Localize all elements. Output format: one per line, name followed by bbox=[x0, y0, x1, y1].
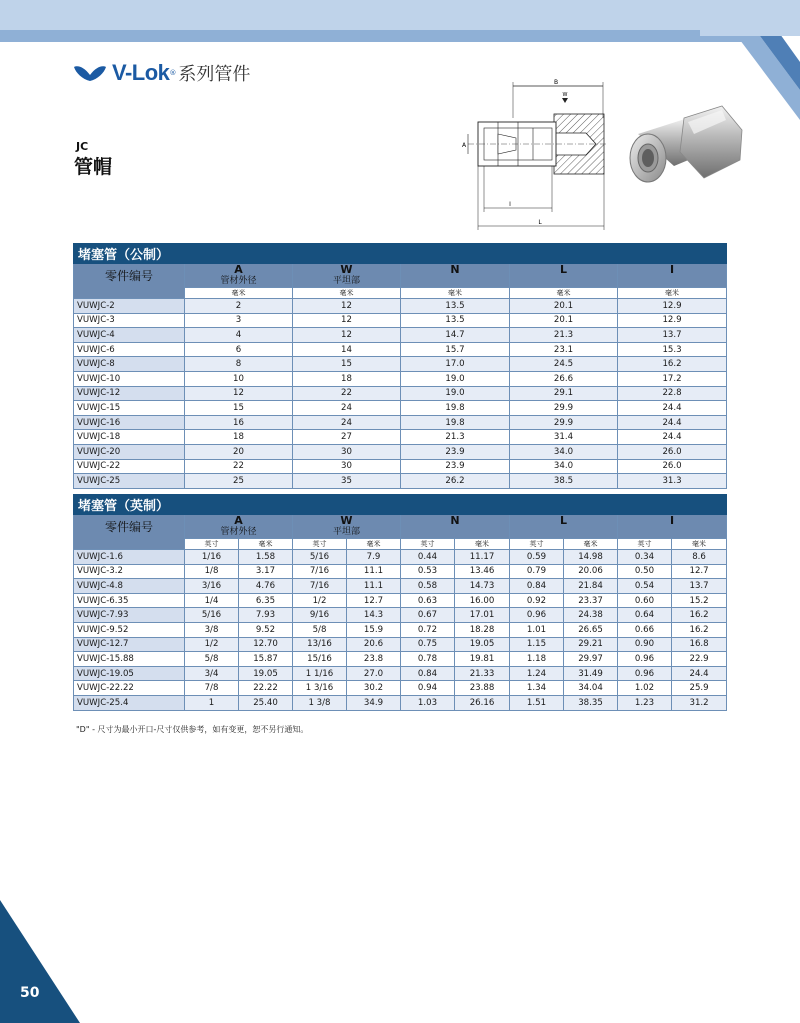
table-row bbox=[74, 681, 727, 696]
value-cell: 19.0 bbox=[401, 386, 510, 401]
value-cell: 35 bbox=[293, 474, 401, 489]
value-cell: 12.7 bbox=[347, 593, 401, 608]
value-cell: 22 bbox=[185, 459, 293, 474]
value-cell: 19.8 bbox=[401, 401, 510, 416]
value-cell: 0.84 bbox=[401, 666, 455, 681]
value-cell: 4 bbox=[185, 328, 293, 343]
value-cell: 15.7 bbox=[401, 342, 510, 357]
part-number-cell: VUWJC-4 bbox=[74, 328, 185, 343]
part-number-cell: VUWJC-15.88 bbox=[74, 652, 185, 667]
value-cell: 20.6 bbox=[347, 637, 401, 652]
value-cell: 24 bbox=[293, 401, 401, 416]
value-cell: 22.9 bbox=[672, 652, 727, 667]
value-cell: 0.44 bbox=[401, 550, 455, 565]
value-cell: 9/16 bbox=[293, 608, 347, 623]
value-cell: 11.1 bbox=[347, 564, 401, 579]
value-cell: 25 bbox=[185, 474, 293, 489]
value-cell: 7.9 bbox=[347, 550, 401, 565]
part-number-cell: VUWJC-25 bbox=[74, 474, 185, 489]
value-cell: 2 bbox=[185, 299, 293, 314]
table-row bbox=[74, 637, 727, 652]
value-cell: 27 bbox=[293, 430, 401, 445]
value-cell: 1.24 bbox=[510, 666, 564, 681]
value-cell: 8.6 bbox=[672, 550, 727, 565]
part-number-cell: VUWJC-2 bbox=[74, 299, 185, 314]
value-cell: 0.67 bbox=[401, 608, 455, 623]
value-cell: 0.94 bbox=[401, 681, 455, 696]
unit-mm: 毫米 bbox=[672, 539, 727, 550]
value-cell: 1.34 bbox=[510, 681, 564, 696]
value-cell: 15.2 bbox=[672, 593, 727, 608]
value-cell: 7/16 bbox=[293, 579, 347, 594]
unit-inch: 英寸 bbox=[293, 539, 347, 550]
value-cell: 34.0 bbox=[510, 459, 618, 474]
part-number-cell: VUWJC-18 bbox=[74, 430, 185, 445]
imperial-table-title: 堵塞管（英制） bbox=[74, 495, 727, 515]
value-cell: 0.75 bbox=[401, 637, 455, 652]
value-cell: 3/16 bbox=[185, 579, 239, 594]
value-cell: 13.46 bbox=[455, 564, 510, 579]
part-number-cell: VUWJC-15 bbox=[74, 401, 185, 416]
value-cell: 26.65 bbox=[564, 622, 618, 637]
table-row bbox=[74, 579, 727, 594]
footnote: "D" - 尺寸为最小开口-尺寸仅供参考，如有变更，恕不另行通知。 bbox=[76, 725, 309, 734]
value-cell: 3.17 bbox=[239, 564, 293, 579]
part-number-cell: VUWJC-20 bbox=[74, 444, 185, 459]
value-cell: 15/16 bbox=[293, 652, 347, 667]
value-cell: 31.2 bbox=[672, 695, 727, 710]
value-cell: 23.8 bbox=[347, 652, 401, 667]
value-cell: 0.34 bbox=[618, 550, 672, 565]
value-cell: 1 1/16 bbox=[293, 666, 347, 681]
value-cell: 1/16 bbox=[185, 550, 239, 565]
value-cell: 1.58 bbox=[239, 550, 293, 565]
column-header-w: W 平坦部 bbox=[293, 515, 401, 539]
value-cell: 0.50 bbox=[618, 564, 672, 579]
unit-mm: 毫米 bbox=[618, 288, 727, 299]
value-cell: 23.88 bbox=[455, 681, 510, 696]
table-row bbox=[74, 550, 727, 565]
value-cell: 6 bbox=[185, 342, 293, 357]
value-cell: 24.4 bbox=[618, 415, 727, 430]
value-cell: 1.03 bbox=[401, 695, 455, 710]
value-cell: 0.54 bbox=[618, 579, 672, 594]
part-number-cell: VUWJC-6.35 bbox=[74, 593, 185, 608]
value-cell: 18 bbox=[293, 371, 401, 386]
value-cell: 0.96 bbox=[618, 666, 672, 681]
value-cell: 0.64 bbox=[618, 608, 672, 623]
value-cell: 18 bbox=[185, 430, 293, 445]
value-cell: 1 3/8 bbox=[293, 695, 347, 710]
value-cell: 9.52 bbox=[239, 622, 293, 637]
table-row bbox=[74, 313, 727, 328]
value-cell: 11.17 bbox=[455, 550, 510, 565]
value-cell: 23.37 bbox=[564, 593, 618, 608]
value-cell: 29.1 bbox=[510, 386, 618, 401]
value-cell: 29.9 bbox=[510, 415, 618, 430]
value-cell: 5/16 bbox=[185, 608, 239, 623]
part-number-cell: VUWJC-22 bbox=[74, 459, 185, 474]
value-cell: 16.2 bbox=[672, 622, 727, 637]
value-cell: 31.49 bbox=[564, 666, 618, 681]
value-cell: 13.5 bbox=[401, 313, 510, 328]
table-row bbox=[74, 371, 727, 386]
dim-label-a: A bbox=[461, 142, 467, 149]
value-cell: 30 bbox=[293, 444, 401, 459]
value-cell: 17.0 bbox=[401, 357, 510, 372]
value-cell: 0.66 bbox=[618, 622, 672, 637]
value-cell: 16.2 bbox=[672, 608, 727, 623]
brand-logo bbox=[72, 60, 250, 86]
value-cell: 15 bbox=[293, 357, 401, 372]
part-number-cell: VUWJC-3 bbox=[74, 313, 185, 328]
value-cell: 1 bbox=[185, 695, 239, 710]
value-cell: 0.60 bbox=[618, 593, 672, 608]
value-cell: 26.0 bbox=[618, 459, 727, 474]
value-cell: 20.1 bbox=[510, 299, 618, 314]
value-cell: 20.06 bbox=[564, 564, 618, 579]
value-cell: 34.9 bbox=[347, 695, 401, 710]
imperial-dimensions-table bbox=[73, 494, 727, 711]
value-cell: 13/16 bbox=[293, 637, 347, 652]
column-header-a: A 管材外径 bbox=[185, 264, 293, 288]
part-number-cell: VUWJC-4.8 bbox=[74, 579, 185, 594]
value-cell: 16 bbox=[185, 415, 293, 430]
value-cell: 24.5 bbox=[510, 357, 618, 372]
dim-label-w: W bbox=[562, 92, 568, 98]
unit-mm: 毫米 bbox=[293, 288, 401, 299]
value-cell: 30.2 bbox=[347, 681, 401, 696]
column-header-w: W 平坦部 bbox=[293, 264, 401, 288]
value-cell: 14.98 bbox=[564, 550, 618, 565]
unit-mm: 毫米 bbox=[510, 288, 618, 299]
value-cell: 27.0 bbox=[347, 666, 401, 681]
value-cell: 31.4 bbox=[510, 430, 618, 445]
metric-table-title: 堵塞管（公制） bbox=[74, 244, 727, 264]
bottom-corner-decoration bbox=[0, 900, 80, 1023]
value-cell: 10 bbox=[185, 371, 293, 386]
table-row bbox=[74, 357, 727, 372]
table-row bbox=[74, 652, 727, 667]
table-row bbox=[74, 666, 727, 681]
part-number-cell: VUWJC-12 bbox=[74, 386, 185, 401]
table-row bbox=[74, 564, 727, 579]
value-cell: 14.73 bbox=[455, 579, 510, 594]
table-row bbox=[74, 593, 727, 608]
value-cell: 12 bbox=[293, 328, 401, 343]
value-cell: 26.6 bbox=[510, 371, 618, 386]
table-row bbox=[74, 415, 727, 430]
value-cell: 0.78 bbox=[401, 652, 455, 667]
value-cell: 24.4 bbox=[618, 430, 727, 445]
value-cell: 1/8 bbox=[185, 564, 239, 579]
value-cell: 19.05 bbox=[239, 666, 293, 681]
unit-mm: 毫米 bbox=[239, 539, 293, 550]
part-number-header: 零件编号 bbox=[74, 264, 185, 299]
cap-technical-drawing bbox=[458, 78, 618, 236]
value-cell: 18.28 bbox=[455, 622, 510, 637]
column-header-i: I bbox=[618, 515, 727, 539]
value-cell: 20.1 bbox=[510, 313, 618, 328]
value-cell: 1/2 bbox=[185, 637, 239, 652]
part-number-cell: VUWJC-19.05 bbox=[74, 666, 185, 681]
value-cell: 0.53 bbox=[401, 564, 455, 579]
part-number-cell: VUWJC-16 bbox=[74, 415, 185, 430]
value-cell: 0.58 bbox=[401, 579, 455, 594]
value-cell: 19.8 bbox=[401, 415, 510, 430]
cap-product-photo bbox=[618, 100, 746, 202]
part-number-cell: VUWJC-22.22 bbox=[74, 681, 185, 696]
page-number: 50 bbox=[20, 985, 40, 1001]
value-cell: 0.90 bbox=[618, 637, 672, 652]
value-cell: 12.9 bbox=[618, 313, 727, 328]
unit-inch: 英寸 bbox=[185, 539, 239, 550]
product-code: JC bbox=[76, 140, 89, 153]
value-cell: 34.0 bbox=[510, 444, 618, 459]
value-cell: 13.5 bbox=[401, 299, 510, 314]
part-number-header: 零件编号 bbox=[74, 515, 185, 550]
value-cell: 22.8 bbox=[618, 386, 727, 401]
value-cell: 34.04 bbox=[564, 681, 618, 696]
value-cell: 0.96 bbox=[510, 608, 564, 623]
table-row bbox=[74, 430, 727, 445]
value-cell: 19.05 bbox=[455, 637, 510, 652]
value-cell: 3 bbox=[185, 313, 293, 328]
value-cell: 0.59 bbox=[510, 550, 564, 565]
wings-logo-icon bbox=[72, 63, 108, 83]
value-cell: 17.2 bbox=[618, 371, 727, 386]
value-cell: 3/8 bbox=[185, 622, 239, 637]
value-cell: 31.3 bbox=[618, 474, 727, 489]
unit-inch: 英寸 bbox=[618, 539, 672, 550]
brand-name: V-Lok bbox=[112, 60, 170, 85]
value-cell: 20 bbox=[185, 444, 293, 459]
value-cell: 24.4 bbox=[672, 666, 727, 681]
value-cell: 1/2 bbox=[293, 593, 347, 608]
value-cell: 26.2 bbox=[401, 474, 510, 489]
value-cell: 17.01 bbox=[455, 608, 510, 623]
value-cell: 0.92 bbox=[510, 593, 564, 608]
value-cell: 12 bbox=[293, 299, 401, 314]
value-cell: 26.0 bbox=[618, 444, 727, 459]
value-cell: 5/8 bbox=[293, 622, 347, 637]
value-cell: 14.3 bbox=[347, 608, 401, 623]
table-row bbox=[74, 386, 727, 401]
unit-inch: 英寸 bbox=[401, 539, 455, 550]
column-header-l: L bbox=[510, 515, 618, 539]
value-cell: 12 bbox=[293, 313, 401, 328]
part-number-cell: VUWJC-6 bbox=[74, 342, 185, 357]
value-cell: 23.9 bbox=[401, 444, 510, 459]
value-cell: 5/8 bbox=[185, 652, 239, 667]
part-number-cell: VUWJC-1.6 bbox=[74, 550, 185, 565]
dim-label-i: I bbox=[509, 201, 511, 208]
part-number-cell: VUWJC-7.93 bbox=[74, 608, 185, 623]
table-row bbox=[74, 608, 727, 623]
column-header-n: N bbox=[401, 515, 510, 539]
value-cell: 7/8 bbox=[185, 681, 239, 696]
value-cell: 25.40 bbox=[239, 695, 293, 710]
value-cell: 13.7 bbox=[672, 579, 727, 594]
table-row bbox=[74, 622, 727, 637]
value-cell: 12.70 bbox=[239, 637, 293, 652]
value-cell: 15.9 bbox=[347, 622, 401, 637]
part-number-cell: VUWJC-10 bbox=[74, 371, 185, 386]
unit-mm: 毫米 bbox=[185, 288, 293, 299]
value-cell: 1.23 bbox=[618, 695, 672, 710]
column-header-l: L bbox=[510, 264, 618, 288]
value-cell: 26.16 bbox=[455, 695, 510, 710]
part-number-cell: VUWJC-25.4 bbox=[74, 695, 185, 710]
column-header-i: I bbox=[618, 264, 727, 288]
value-cell: 24 bbox=[293, 415, 401, 430]
part-number-cell: VUWJC-9.52 bbox=[74, 622, 185, 637]
value-cell: 15.3 bbox=[618, 342, 727, 357]
product-name: 管帽 bbox=[74, 156, 113, 178]
value-cell: 1/4 bbox=[185, 593, 239, 608]
value-cell: 29.21 bbox=[564, 637, 618, 652]
unit-mm: 毫米 bbox=[455, 539, 510, 550]
value-cell: 19.81 bbox=[455, 652, 510, 667]
value-cell: 0.84 bbox=[510, 579, 564, 594]
value-cell: 14.7 bbox=[401, 328, 510, 343]
table-row bbox=[74, 299, 727, 314]
table-row bbox=[74, 459, 727, 474]
value-cell: 24.4 bbox=[618, 401, 727, 416]
table-row bbox=[74, 444, 727, 459]
top-decorative-stripe bbox=[0, 30, 760, 42]
brand-trademark: ® bbox=[169, 69, 177, 77]
value-cell: 0.72 bbox=[401, 622, 455, 637]
table-row bbox=[74, 401, 727, 416]
value-cell: 7/16 bbox=[293, 564, 347, 579]
value-cell: 1 3/16 bbox=[293, 681, 347, 696]
value-cell: 22 bbox=[293, 386, 401, 401]
value-cell: 14 bbox=[293, 342, 401, 357]
part-number-cell: VUWJC-3.2 bbox=[74, 564, 185, 579]
part-number-cell: VUWJC-12.7 bbox=[74, 637, 185, 652]
value-cell: 38.5 bbox=[510, 474, 618, 489]
table-row bbox=[74, 342, 727, 357]
table-row bbox=[74, 474, 727, 489]
value-cell: 1.18 bbox=[510, 652, 564, 667]
value-cell: 13.7 bbox=[618, 328, 727, 343]
value-cell: 8 bbox=[185, 357, 293, 372]
value-cell: 7.93 bbox=[239, 608, 293, 623]
unit-mm: 毫米 bbox=[401, 288, 510, 299]
value-cell: 21.84 bbox=[564, 579, 618, 594]
value-cell: 21.3 bbox=[510, 328, 618, 343]
dim-label-l: L bbox=[538, 219, 542, 226]
value-cell: 1.01 bbox=[510, 622, 564, 637]
value-cell: 16.00 bbox=[455, 593, 510, 608]
dim-label-b: B bbox=[553, 79, 559, 86]
value-cell: 0.63 bbox=[401, 593, 455, 608]
value-cell: 38.35 bbox=[564, 695, 618, 710]
value-cell: 22.22 bbox=[239, 681, 293, 696]
value-cell: 12.7 bbox=[672, 564, 727, 579]
value-cell: 1.02 bbox=[618, 681, 672, 696]
value-cell: 0.96 bbox=[618, 652, 672, 667]
value-cell: 21.33 bbox=[455, 666, 510, 681]
value-cell: 15 bbox=[185, 401, 293, 416]
unit-mm: 毫米 bbox=[347, 539, 401, 550]
value-cell: 19.0 bbox=[401, 371, 510, 386]
value-cell: 1.51 bbox=[510, 695, 564, 710]
unit-mm: 毫米 bbox=[564, 539, 618, 550]
column-header-n: N bbox=[401, 264, 510, 288]
unit-inch: 英寸 bbox=[510, 539, 564, 550]
value-cell: 0.79 bbox=[510, 564, 564, 579]
value-cell: 21.3 bbox=[401, 430, 510, 445]
value-cell: 11.1 bbox=[347, 579, 401, 594]
value-cell: 23.1 bbox=[510, 342, 618, 357]
value-cell: 1.15 bbox=[510, 637, 564, 652]
table-row bbox=[74, 695, 727, 710]
value-cell: 16.8 bbox=[672, 637, 727, 652]
value-cell: 15.87 bbox=[239, 652, 293, 667]
value-cell: 16.2 bbox=[618, 357, 727, 372]
value-cell: 4.76 bbox=[239, 579, 293, 594]
metric-dimensions-table bbox=[73, 243, 727, 489]
value-cell: 29.97 bbox=[564, 652, 618, 667]
value-cell: 29.9 bbox=[510, 401, 618, 416]
value-cell: 30 bbox=[293, 459, 401, 474]
value-cell: 6.35 bbox=[239, 593, 293, 608]
value-cell: 12 bbox=[185, 386, 293, 401]
column-header-a: A 管材外径 bbox=[185, 515, 293, 539]
brand-series: 系列管件 bbox=[178, 64, 251, 85]
part-number-cell: VUWJC-8 bbox=[74, 357, 185, 372]
value-cell: 23.9 bbox=[401, 459, 510, 474]
value-cell: 5/16 bbox=[293, 550, 347, 565]
value-cell: 24.38 bbox=[564, 608, 618, 623]
table-row bbox=[74, 328, 727, 343]
value-cell: 3/4 bbox=[185, 666, 239, 681]
value-cell: 12.9 bbox=[618, 299, 727, 314]
value-cell: 25.9 bbox=[672, 681, 727, 696]
